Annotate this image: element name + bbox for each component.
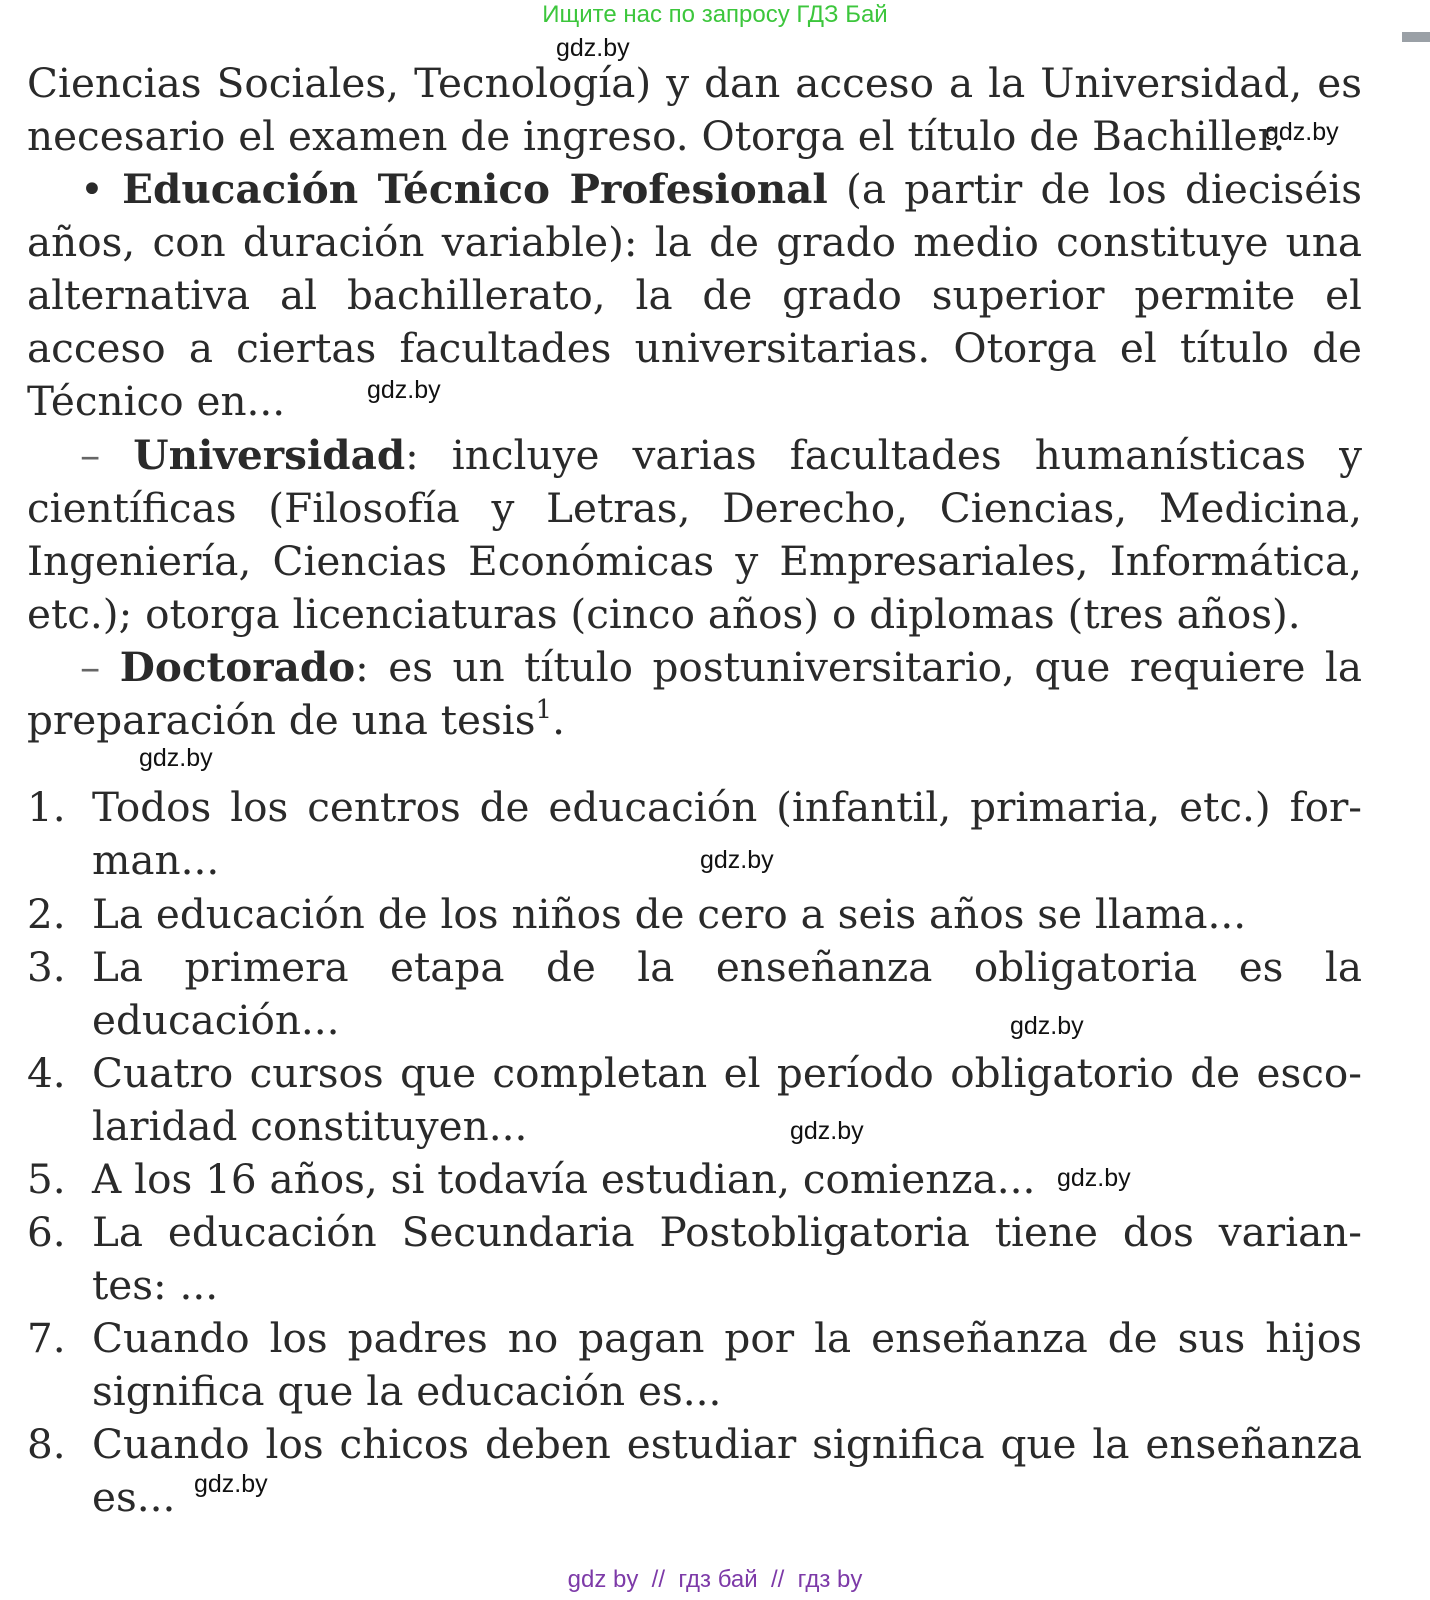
- text-line: [80, 162, 1362, 216]
- question-number: 1.: [27, 783, 66, 831]
- text-span: (a partir de los dieciséis: [827, 165, 1362, 213]
- text-line: [80, 428, 1362, 482]
- dash: –: [80, 643, 101, 691]
- question-text: La primera etapa de la enseñanza obligatoria es la: [92, 943, 1362, 991]
- question-text: Todos los centros de educación (infantil, primaria, etc.) for-: [92, 783, 1362, 831]
- text-span: : incluye varias facultades humanísticas y: [405, 431, 1362, 479]
- question-number: 3.: [27, 943, 66, 991]
- text-line: Técnico en...: [27, 377, 286, 425]
- text-span: .: [552, 696, 565, 744]
- dash: –: [80, 431, 101, 479]
- text-line: científicas (Filosofía y Letras, Derecho, Ciencias, Medicina,: [27, 484, 1362, 532]
- question-number: 7.: [27, 1314, 66, 1362]
- text-span: preparación de una tesis: [27, 696, 536, 744]
- text-line: Ciencias Sociales, Tecnología) y dan acceso a la Universidad, es: [27, 59, 1362, 107]
- watermark: gdz.by: [790, 1117, 864, 1145]
- text-line: necesario el examen de ingreso. Otorga el título de Bachiller.: [27, 112, 1286, 160]
- question-number: 2.: [27, 890, 66, 938]
- watermark: gdz.by: [139, 744, 213, 772]
- question-text: significa que la educación es...: [92, 1367, 722, 1415]
- text-line: [80, 640, 1362, 694]
- term-doctorado: Doctorado: [119, 643, 356, 691]
- watermark: gdz.by: [1057, 1164, 1131, 1192]
- footnote-ref[interactable]: 1: [535, 695, 553, 725]
- bullet: •: [80, 165, 104, 213]
- question-number: 6.: [27, 1208, 66, 1256]
- question-number: 8.: [27, 1420, 66, 1468]
- term-educacion-tecnico: Educación Técnico Profesional: [122, 165, 828, 213]
- top-banner: Ищите нас по запросу ГДЗ Бай: [542, 1, 888, 28]
- question-text: tes: ...: [92, 1261, 219, 1309]
- question-text: es...: [92, 1473, 176, 1521]
- watermark: gdz.by: [367, 376, 441, 404]
- term-universidad: Universidad: [133, 431, 406, 479]
- text-line: años, con duración variable): la de grado medio constituye una: [27, 218, 1362, 266]
- footer-links[interactable]: gdz by // гдз бай // гдз by: [567, 1566, 863, 1593]
- watermark: gdz.by: [194, 1470, 268, 1498]
- watermark: gdz.by: [700, 846, 774, 874]
- text-line: acceso a ciertas facultades universitarias. Otorga el título de: [27, 324, 1362, 372]
- question-text: La educación de los niños de cero a seis años se llama...: [92, 890, 1247, 938]
- watermark: gdz.by: [1010, 1012, 1084, 1040]
- question-text: Cuando los chicos deben estudiar significa que la enseñanza: [92, 1420, 1362, 1468]
- question-number: 5.: [27, 1155, 66, 1203]
- watermark: gdz.by: [556, 34, 630, 62]
- question-number: 4.: [27, 1049, 66, 1097]
- question-text: laridad constituyen...: [92, 1102, 528, 1150]
- question-text: educación...: [92, 996, 340, 1044]
- text-line: etc.); otorga licenciaturas (cinco años) o diplomas (tres años).: [27, 590, 1301, 638]
- question-text: Cuando los padres no pagan por la enseñanza de sus hijos: [92, 1314, 1362, 1362]
- watermark: gdz.by: [1265, 118, 1339, 146]
- question-text: A los 16 años, si todavía estudian, comienza...: [92, 1155, 1036, 1203]
- text-span: : es un título postuniversitario, que requiere la: [355, 643, 1362, 691]
- question-text: Cuatro cursos que completan el período obligatorio de esco-: [92, 1049, 1362, 1097]
- text-line: [27, 693, 1362, 747]
- text-line: alternativa al bachillerato, la de grado superior permite el: [27, 271, 1362, 319]
- text-line: Ingeniería, Ciencias Económicas y Empresariales, Informática,: [27, 537, 1362, 585]
- scroll-indicator[interactable]: [1402, 32, 1430, 42]
- question-text: man...: [92, 836, 220, 884]
- question-text: La educación Secundaria Postobligatoria tiene dos varian-: [92, 1208, 1362, 1256]
